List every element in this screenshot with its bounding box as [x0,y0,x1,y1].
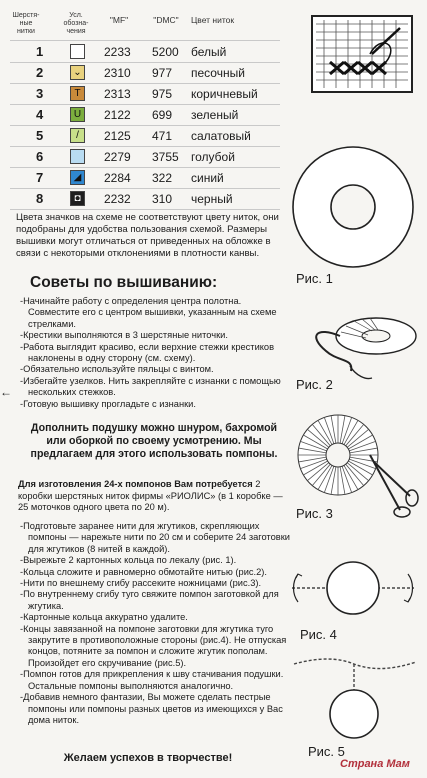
table-rule [10,146,280,147]
row-number: 8 [36,191,44,206]
mf-code: 2232 [104,192,131,206]
mf-code: 2310 [104,66,131,80]
embroidery-hoop-icon [310,14,416,96]
step-item: -Нити по внешнему сгибу рассеките ножницами (рис.3). [20,578,262,589]
table-rule [10,62,280,63]
color-symbol: ⌄ [70,65,85,80]
table-rule [10,125,280,126]
color-name: коричневый [191,87,258,101]
arrow-left-icon: ← [0,385,12,399]
step-item: -Кольца сложите и равномерно обмотайте нитью (рис.2). [20,566,267,577]
step-item: -Картонные кольца аккуратно удалите. [20,612,188,623]
caption-fig1: Рис. 1 [296,271,333,286]
row-number: 7 [36,170,44,185]
color-symbol: / [70,128,85,143]
closing-text: Желаем успехов в творчестве! [63,752,233,764]
color-note: Цвета значков на схеме не соответствуют цвету ниток, они подобраны для удобства пользования схемой. Размеры вышивки могут отличаться от приведенных на обложке в связи с некоторыми отклонениями в плотности канвы. [16,212,279,259]
color-name: синий [191,171,224,185]
tip-item: -Крестики выполняются в 3 шерстяные ниточки. [20,330,228,341]
row-number: 4 [36,107,44,122]
table-rule [10,188,280,189]
pompon-intro-bold: Для изготовления 24-х помпонов Вам потребуется [18,479,253,489]
header-color: Цвет ниток [191,15,235,25]
dmc-code: 5200 [152,45,179,59]
step-item: -По внутреннему сгибу туго свяжите помпон заготовкой для жгутика. [20,589,279,611]
dmc-code: 310 [152,192,173,206]
pompon-intro [18,479,290,514]
row-number: 6 [36,149,44,164]
table-row [0,127,300,145]
color-symbol: ◘ [70,191,85,206]
table-row [0,169,300,187]
mf-code: 2279 [104,150,131,164]
color-name: голубой [191,150,235,164]
color-name: белый [191,45,227,59]
table-rule [10,167,280,168]
tips-title: Советы по вышиванию: [30,274,218,291]
color-name: зеленый [191,108,239,122]
header-symbol [55,12,97,36]
tip-item: -Обязательно используйте пяльцы с винтом. [20,364,214,375]
mf-code: 2125 [104,129,131,143]
pompon-intro-text: 2 коробки шерстяных ниток фирмы «РИОЛИС» (в 1 коробке — 25 моточков одного цвета по 20 м). [18,479,283,512]
step-item: -Помпон готов для прикрепления к шву стачивания подушки. Остальные помпоны выполняются аналогично. [20,669,284,691]
tip-item: -Избегайте узелков. Нить закрепляйте с изнанки с помощью нескольких стежков. [20,375,281,398]
row-number: 2 [36,65,44,80]
color-symbol [70,149,85,164]
cutting-figure [290,400,420,520]
mf-code: 2313 [104,87,131,101]
dmc-code: 471 [152,129,173,143]
dmc-code: 977 [152,66,173,80]
color-name: песочный [191,66,245,80]
row-number: 5 [36,128,44,143]
header-wool-text: Шерстя- ные нитки [12,12,40,35]
mf-code: 2233 [104,45,131,59]
row-number: 1 [36,44,44,59]
table-rule [10,40,280,41]
color-name: салатовый [191,129,251,143]
header-dmc: "DMC" [153,15,179,25]
tip-item: -Начинайте работу с определения центра полотна. Совместите его с центром вышивки, указанным на схеме стрелками. [20,296,277,329]
header-mf: "MF" [109,15,129,25]
tips-list [20,296,288,410]
color-symbol: T [70,86,85,101]
winding-ring-figure [296,296,421,386]
step-item: -Подготовьте заранее нити для жгутиков, скрепляющих помпоны — нарежьте нити по 20 см и соберите 24 заготовки для жгутиков (8 нитей в каждой). [20,521,290,554]
header-symbol-text: Усл. обозна- чения [63,12,89,35]
mf-code: 2122 [104,108,131,122]
tip-item: -Готовую вышивку прогладьте с изнанки. [20,398,196,409]
caption-fig5: Рис. 5 [308,744,345,759]
watermark: Страна Мам [340,758,410,770]
table-row [0,190,300,208]
steps-list [20,521,290,726]
table-rule [10,104,280,105]
row-number: 3 [36,86,44,101]
mf-code: 2284 [104,171,131,185]
dmc-code: 3755 [152,150,179,164]
table-row [0,106,300,124]
dmc-code: 975 [152,87,173,101]
table-rule [10,83,280,84]
table-row [0,85,300,103]
table-row [0,148,300,166]
callout-text: Дополнить подушку можно шнуром, бахромой или оборкой по своему усмотрению. Мы предлагаем для этого использовать помпоны. [30,422,278,460]
step-item: -Добавив немного фантазии, Вы можете сделать пестрые помпоны или помпоны разных цветов из имеющихся у Вас дома ниток. [20,692,283,725]
step-item: -Концы завязанной на помпоне заготовки для жгутика туго закрутите в противоположные стороны (рис.4). Не отпуская концов, потяните за помпон и сложите жгутик пополам. Произойдет его скручивание (рис.5). [20,623,287,668]
step-item: -Вырежьте 2 картонных кольца по лекалу (рис. 1). [20,555,237,566]
header-wool [6,12,46,36]
table-rule [10,209,280,210]
caption-fig3: Рис. 3 [296,506,333,521]
tip-item: -Работа выглядит красиво, если верхние стежки крестиков наклонены в одну сторону (см. схему). [20,341,275,364]
dmc-code: 699 [152,108,173,122]
color-name: черный [191,192,233,206]
pompon-tie-figure [288,548,418,628]
caption-fig2: Рис. 2 [296,377,333,392]
table-row [0,43,300,61]
dmc-code: 322 [152,171,173,185]
color-symbol: U [70,107,85,122]
caption-fig4: Рис. 4 [300,627,337,642]
color-symbol: ◢ [70,170,85,185]
table-row [0,64,300,82]
cardboard-ring-figure [288,142,418,272]
pompon-twist-figure [290,650,420,745]
color-symbol [70,44,85,59]
